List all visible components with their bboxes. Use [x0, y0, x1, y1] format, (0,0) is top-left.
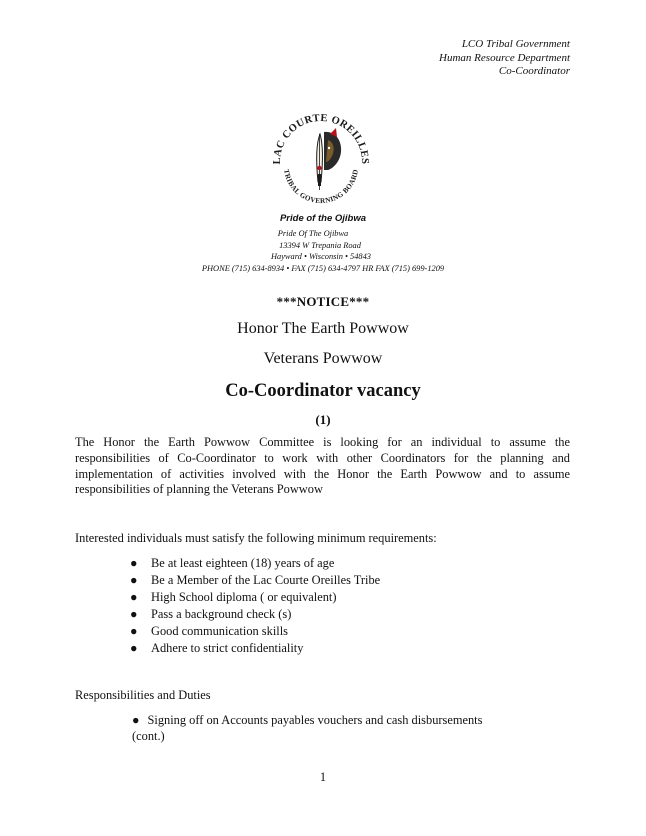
- address-city: Hayward • Wisconsin • 54843: [270, 252, 371, 262]
- event-honor-the-earth: Honor The Earth Powwow: [237, 320, 409, 337]
- requirements-list: [128, 555, 380, 656]
- list-item: [128, 572, 380, 589]
- bullet-icon: ●: [130, 623, 138, 638]
- address-phone-fax: PHONE (715) 634-8934 • FAX (715) 634-4797 HR FAX (715) 699-1209: [201, 263, 445, 273]
- chief-portrait-icon: [324, 128, 341, 170]
- seal-bottom-text: TRIBAL GOVERNING BOARD: [282, 168, 360, 206]
- requirement-text: Be at least eighteen (18) years of age: [151, 556, 335, 570]
- list-item: [128, 640, 380, 657]
- feather-icon: [317, 134, 323, 190]
- bullet-icon: ●: [130, 572, 138, 587]
- list-item: [128, 555, 380, 572]
- responsibility-text: Signing off on Accounts payables vouchers and cash disbursements: [147, 713, 483, 727]
- seal-caption: Pride of the Ojibwa: [279, 213, 367, 224]
- header-line-department: Human Resource Department: [439, 51, 570, 64]
- event-veterans: Veterans Powwow: [263, 350, 383, 367]
- address-motto: Pride Of The Ojibwa: [277, 229, 349, 238]
- requirement-text: High School diploma ( or equivalent): [151, 589, 337, 604]
- notice-heading: ***NOTICE***: [276, 294, 370, 309]
- page-number: 1: [319, 770, 327, 784]
- bullet-icon: ●: [130, 589, 138, 604]
- list-item: [128, 589, 380, 606]
- list-item: [132, 713, 482, 728]
- requirement-text: Adhere to strict confidentiality: [151, 640, 304, 655]
- seal-top-text: LAC COURTE OREILLES: [271, 112, 371, 165]
- department-header: [439, 38, 570, 79]
- header-line-government: LCO Tribal Government: [461, 38, 570, 50]
- continued-note: (cont.): [132, 729, 165, 743]
- responsibilities-heading: Responsibilities and Duties: [75, 688, 211, 702]
- list-item: [128, 606, 380, 623]
- requirement-text: Pass a background check (s): [151, 606, 292, 621]
- bullet-icon: ●: [130, 556, 138, 570]
- bullet-icon: ●: [130, 606, 138, 621]
- address-street: 13394 W Trepania Road: [279, 240, 361, 250]
- vacancy-count: (1): [315, 412, 331, 427]
- vacancy-title: Co-Coordinator vacancy: [225, 381, 421, 401]
- list-item: [128, 623, 380, 640]
- tribal-seal-logo: [262, 104, 380, 210]
- address-block: [0, 228, 646, 274]
- requirements-intro: Interested individuals must satisfy the following minimum requirements:: [75, 531, 437, 545]
- bullet-icon: ●: [130, 640, 138, 655]
- header-line-position: Co-Coordinator: [498, 65, 570, 77]
- bullet-icon: ●: [132, 713, 140, 727]
- requirement-text: Be a Member of the Lac Courte Oreilles Tribe: [151, 572, 381, 587]
- vacancy-description: The Honor the Earth Powwow Committee is looking for an individual to assume the responsibilities of Co-Coordinator to work with other Coordinators for the planning and implementation of activities involved with the Honor the Earth Powwow and to assume responsibilities of planning the Veterans Powwow: [75, 435, 570, 497]
- requirement-text: Good communication skills: [151, 623, 288, 638]
